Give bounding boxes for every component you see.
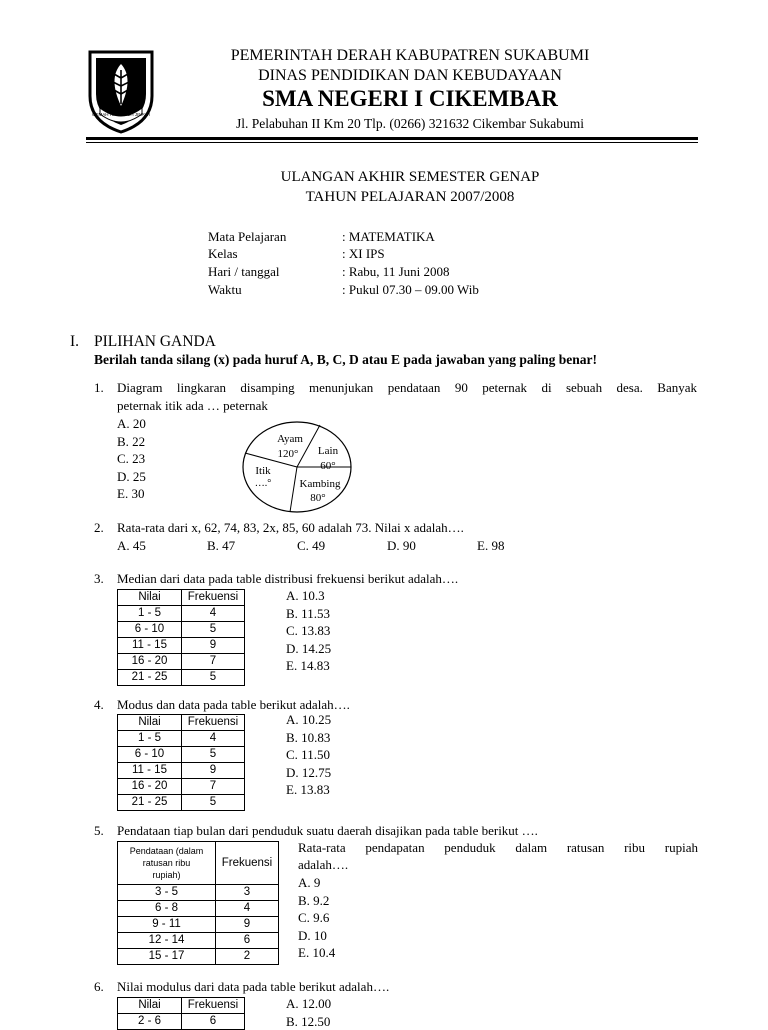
q3-option-d[interactable]: D. 14.25 — [286, 640, 331, 658]
q5-option-a[interactable]: A. 9 — [298, 874, 335, 892]
table-header: Nilai — [118, 590, 182, 606]
table-cell: 1 - 5 — [118, 606, 182, 622]
table-cell: 9 - 11 — [118, 917, 216, 933]
info-label-subject: Mata Pelajaran — [208, 229, 286, 245]
info-value-date: : Rabu, 11 Juni 2008 — [342, 264, 450, 280]
pie-label-kambing: Kambing — [300, 478, 341, 490]
table-cell: 9 — [182, 763, 245, 779]
pie-value-lain: 60° — [320, 460, 335, 472]
q4-number: 4. — [94, 697, 104, 713]
table-header-row — [118, 998, 245, 1014]
header-school-name: SMA NEGERI I CIKEMBAR — [180, 86, 640, 112]
table-header: Frekuensi — [182, 590, 245, 606]
q6-options — [286, 995, 331, 1030]
q5-question-text-2: adalah…. — [298, 857, 348, 873]
table-cell: 9 — [216, 917, 279, 933]
q6-number: 6. — [94, 979, 104, 995]
table-cell: 5 — [182, 670, 245, 686]
table-cell: 6 - 10 — [118, 622, 182, 638]
table-row — [118, 949, 279, 965]
q2-text: Rata-rata dari x, 62, 74, 83, 2x, 85, 60 adalah 73. Nilai x adalah…. — [117, 520, 464, 536]
info-value-class: : XI IPS — [342, 246, 385, 262]
info-value-subject: : MATEMATIKA — [342, 229, 435, 245]
table-cell: 15 - 17 — [118, 949, 216, 965]
table-row — [118, 917, 279, 933]
q4-table — [117, 714, 245, 811]
table-row — [118, 670, 245, 686]
q1-option-b[interactable]: B. 22 — [117, 433, 146, 451]
q5-options — [298, 874, 335, 962]
q5-option-b[interactable]: B. 9.2 — [298, 892, 335, 910]
section-instruction: Berilah tanda silang (x) pada huruf A, B, C, D atau E pada jawaban yang paling benar! — [94, 352, 597, 368]
table-row — [118, 885, 279, 901]
q3-option-e[interactable]: E. 14.83 — [286, 657, 331, 675]
school-logo — [86, 48, 156, 134]
q1-option-d[interactable]: D. 25 — [117, 468, 146, 486]
info-value-time: : Pukul 07.30 – 09.00 Wib — [342, 282, 479, 298]
q1-option-a[interactable]: A. 20 — [117, 415, 146, 433]
info-label-class: Kelas — [208, 246, 238, 262]
table-header: Nilai — [118, 715, 182, 731]
q3-option-b[interactable]: B. 11.53 — [286, 605, 331, 623]
table-cell: 5 — [182, 795, 245, 811]
exam-year: TAHUN PELAJARAN 2007/2008 — [180, 189, 640, 206]
table-cell: 21 - 25 — [118, 670, 182, 686]
q3-text: Median dari data pada table distribusi frekuensi berikut adalah…. — [117, 571, 458, 587]
section-title: PILIHAN GANDA — [94, 333, 216, 351]
table-header: Frekuensi — [182, 715, 245, 731]
q2-option-c[interactable]: C. 49 — [297, 538, 325, 554]
table-cell: 2 - 6 — [118, 1014, 182, 1030]
table-cell: 9 — [182, 638, 245, 654]
table-cell: 2 — [216, 949, 279, 965]
q6-option-a[interactable]: A. 12.00 — [286, 995, 331, 1013]
table-row — [118, 747, 245, 763]
q2-option-b[interactable]: B. 47 — [207, 538, 235, 554]
q1-options — [117, 415, 146, 503]
logo-motto: GEMAH RIPAH LOH JINAWI — [92, 112, 150, 117]
info-label-time: Waktu — [208, 282, 242, 298]
pie-value-itik: ….° — [255, 478, 272, 489]
table-cell: 5 — [182, 747, 245, 763]
table-cell: 3 — [216, 885, 279, 901]
table-cell: 6 — [216, 933, 279, 949]
table-cell: 6 — [182, 1014, 245, 1030]
q2-option-e[interactable]: E. 98 — [477, 538, 504, 554]
q5-question-text: Rata-rata pendapatan penduduk dalam ratusan ribu rupiah — [298, 840, 698, 856]
pie-label-ayam: Ayam — [277, 433, 303, 445]
q5-number: 5. — [94, 823, 104, 839]
table-row — [118, 933, 279, 949]
q6-option-b[interactable]: B. 12.50 — [286, 1013, 331, 1030]
q4-option-c[interactable]: C. 11.50 — [286, 746, 331, 764]
table-cell: 6 - 10 — [118, 747, 182, 763]
q4-option-a[interactable]: A. 10.25 — [286, 711, 331, 729]
table-row — [118, 622, 245, 638]
table-cell: 12 - 14 — [118, 933, 216, 949]
q5-text: Pendataan tiap bulan dari penduduk suatu daerah disajikan pada table berikut …. — [117, 823, 538, 839]
table-header-row — [118, 715, 245, 731]
header-address: Jl. Pelabuhan II Km 20 Tlp. (0266) 321632 Cikembar Sukabumi — [180, 116, 640, 132]
table-row — [118, 731, 245, 747]
q1-text-2: peternak itik ada … peternak — [117, 398, 268, 414]
q2-number: 2. — [94, 520, 104, 536]
q4-option-b[interactable]: B. 10.83 — [286, 729, 331, 747]
q2-option-d[interactable]: D. 90 — [387, 538, 416, 554]
table-cell: 11 - 15 — [118, 638, 182, 654]
table-cell: 11 - 15 — [118, 763, 182, 779]
q4-options — [286, 711, 331, 799]
q1-option-e[interactable]: E. 30 — [117, 485, 146, 503]
q5-option-e[interactable]: E. 10.4 — [298, 944, 335, 962]
pie-label-lain: Lain — [318, 445, 339, 457]
table-header: Frekuensi — [182, 998, 245, 1014]
exam-title: ULANGAN AKHIR SEMESTER GENAP — [180, 169, 640, 186]
q1-pie-chart — [240, 420, 354, 514]
q3-option-c[interactable]: C. 13.83 — [286, 622, 331, 640]
q1-option-c[interactable]: C. 23 — [117, 450, 146, 468]
pie-value-ayam: 120° — [278, 448, 299, 460]
q5-table — [117, 841, 279, 965]
section-number: I. — [70, 333, 79, 351]
q3-options — [286, 587, 331, 675]
table-row — [118, 638, 245, 654]
header-department: DINAS PENDIDIKAN DAN KEBUDAYAAN — [180, 67, 640, 85]
table-row — [118, 779, 245, 795]
table-cell: 21 - 25 — [118, 795, 182, 811]
table-cell: 7 — [182, 654, 245, 670]
table-cell: 16 - 20 — [118, 654, 182, 670]
q3-number: 3. — [94, 571, 104, 587]
table-header: Pendataan (dalam ratusan ribu rupiah) — [118, 842, 216, 885]
table-row — [118, 763, 245, 779]
q6-text: Nilai modulus dari data pada table berikut adalah…. — [117, 979, 389, 995]
q3-option-a[interactable]: A. 10.3 — [286, 587, 331, 605]
table-row — [118, 901, 279, 917]
q6-table — [117, 997, 245, 1030]
table-cell: 4 — [182, 731, 245, 747]
table-header-row — [118, 842, 279, 885]
q2-option-a[interactable]: A. 45 — [117, 538, 146, 554]
q1-number: 1. — [94, 380, 104, 396]
q4-text: Modus dan data pada table berikut adalah…. — [117, 697, 350, 713]
q5-option-c[interactable]: C. 9.6 — [298, 909, 335, 927]
table-header: Nilai — [118, 998, 182, 1014]
table-row — [118, 1014, 245, 1030]
table-cell: 5 — [182, 622, 245, 638]
q4-option-e[interactable]: E. 13.83 — [286, 781, 331, 799]
q5-option-d[interactable]: D. 10 — [298, 927, 335, 945]
table-cell: 1 - 5 — [118, 731, 182, 747]
table-cell: 3 - 5 — [118, 885, 216, 901]
table-cell: 4 — [182, 606, 245, 622]
table-cell: 16 - 20 — [118, 779, 182, 795]
table-cell: 4 — [216, 901, 279, 917]
pie-label-itik: Itik — [255, 465, 271, 477]
header-divider-thin — [86, 142, 698, 143]
header-divider — [86, 137, 698, 140]
table-header-row — [118, 590, 245, 606]
header-government: PEMERINTAH DERAH KABUPATREN SUKABUMI — [180, 47, 640, 65]
table-cell: 7 — [182, 779, 245, 795]
table-row — [118, 795, 245, 811]
table-row — [118, 654, 245, 670]
table-cell: 6 - 8 — [118, 901, 216, 917]
q1-text: Diagram lingkaran disamping menunjukan pendataan 90 peternak di sebuah desa. Banyak — [117, 380, 697, 396]
table-header: Frekuensi — [216, 842, 279, 885]
pie-value-kambing: 80° — [310, 492, 325, 504]
q3-table — [117, 589, 245, 686]
table-row — [118, 606, 245, 622]
info-label-date: Hari / tanggal — [208, 264, 279, 280]
q4-option-d[interactable]: D. 12.75 — [286, 764, 331, 782]
